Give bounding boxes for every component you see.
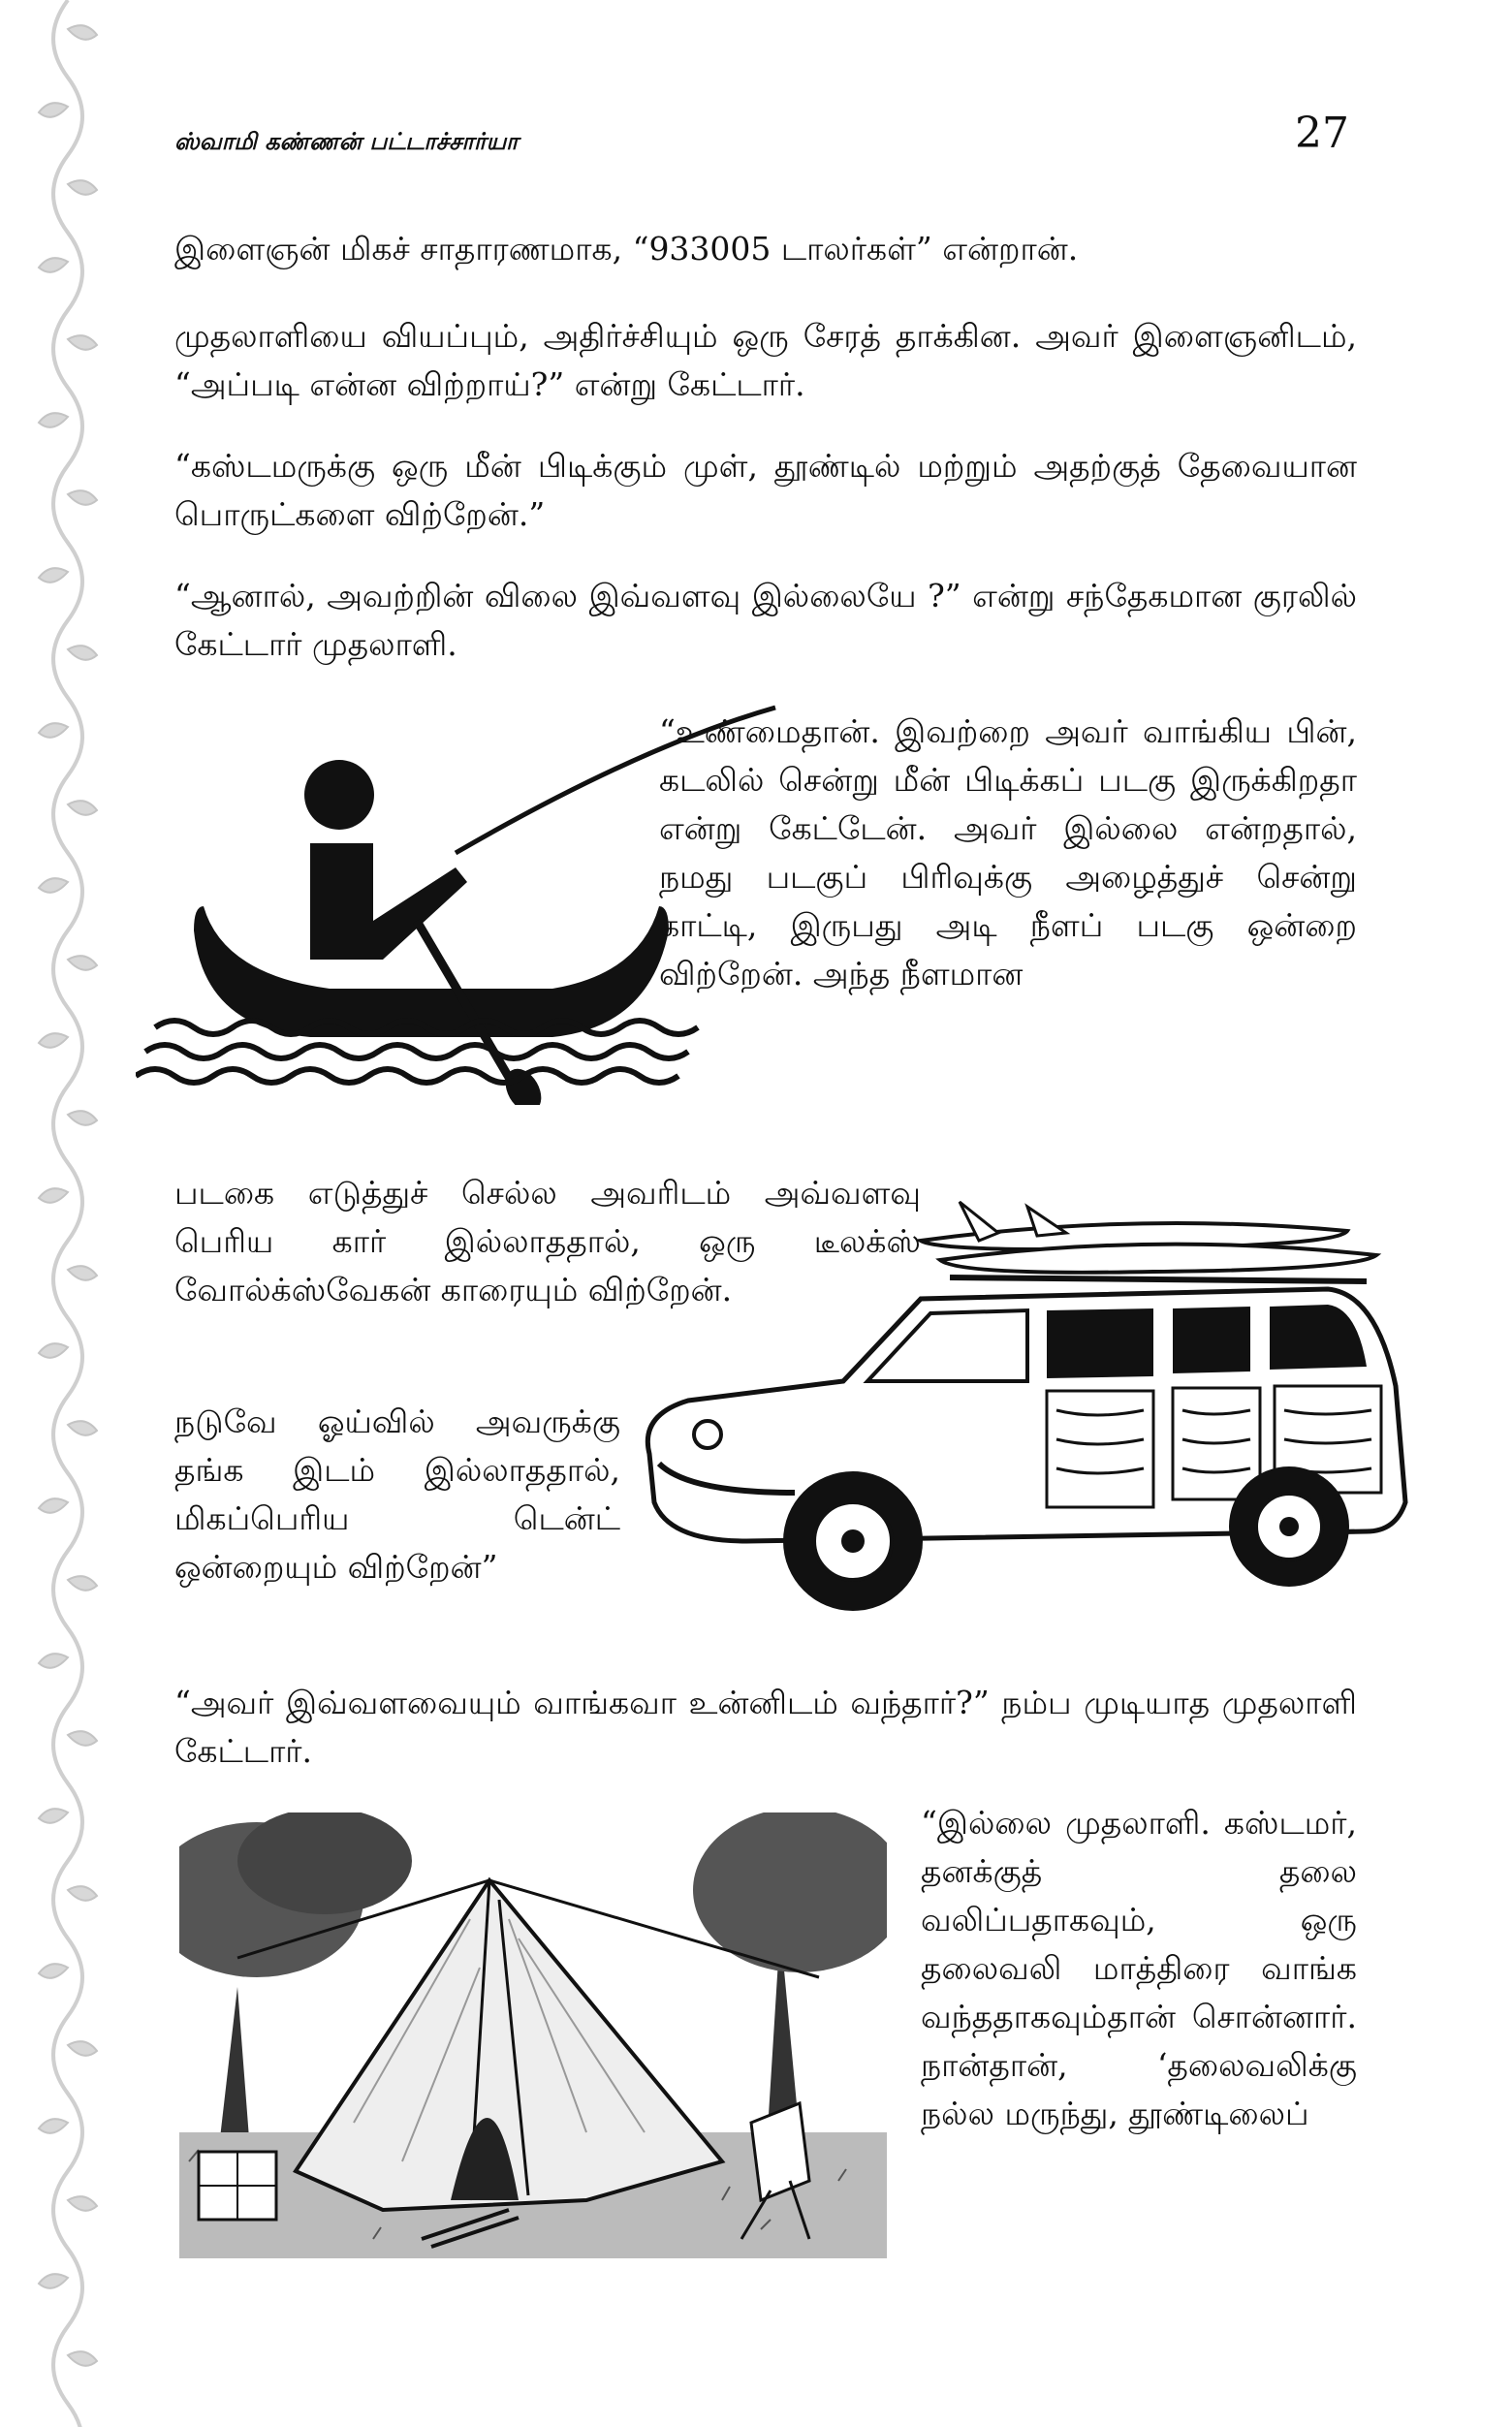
vine-leaf <box>68 956 97 970</box>
vine-leaf <box>39 2119 68 2133</box>
vine-leaf <box>68 335 97 350</box>
vine-leaf <box>68 1886 97 1901</box>
vine-leaf <box>39 1498 68 1513</box>
vine-leaf <box>68 646 97 660</box>
vine-leaf <box>39 1654 68 1668</box>
vine-leaf <box>68 2041 97 2056</box>
running-title: ஸ்வாமி கண்ணன் பட்டாச்சார்யா <box>174 128 519 155</box>
vine-leaf <box>68 2196 97 2211</box>
vine-leaf <box>68 801 97 815</box>
vine-leaf <box>39 878 68 893</box>
vine-leaf <box>39 568 68 583</box>
vine-leaf <box>68 25 97 40</box>
vine-leaf <box>39 2274 68 2288</box>
vine-leaf <box>39 1343 68 1358</box>
vine-leaf <box>39 1033 68 1048</box>
vine-leaf <box>39 723 68 738</box>
paragraph-5: “உண்மைதான். இவற்றை அவர் வாங்கிய பின், கடலில் சென்று மீன் பிடிக்கப் படகு இருக்கிறதா என்று கேட்டேன். அவர் இல்லை என்றதால், நமது படகுப் பிரிவுக்கு அழைத்துச் சென்று காட்டி, இருபது அடி நீளப் படகு ஒன்றை விற்றேன். அந்த நீளமான <box>659 712 1357 993</box>
vine-leaf <box>68 180 97 195</box>
paragraph-9: “இல்லை முதலாளி. கஸ்டமர், தனக்குத் தலை வலிப்பதாகவும், ஒரு தலைவலி மாத்திரை வாங்க வந்ததாகவும்தான் சொன்னார். நான்தான், ‘தலைவலிக்கு நல்ல மருந்து, தூண்டிலைப் <box>921 1804 1357 2132</box>
vine-leaf <box>39 1964 68 1978</box>
vine-leaf <box>68 1111 97 1125</box>
vine-leaf <box>39 1809 68 1823</box>
paragraph-4: “ஆனால், அவற்றின் விலை இவ்வளவு இல்லையே ?” என்று சந்தேகமான குரலில் கேட்டார் முதலாளி. <box>174 577 1357 663</box>
vine-border-decoration <box>0 0 126 2427</box>
vine-leaf <box>39 103 68 117</box>
vine-leaf <box>39 1188 68 1203</box>
page-number: 27 <box>1295 109 1349 158</box>
tent-illustration <box>179 1812 887 2258</box>
vine-leaf <box>68 1266 97 1280</box>
paragraph-8: “அவர் இவ்வளவையும் வாங்கவா உன்னிடம் வந்தார்?” நம்ப முடியாத முதலாளி கேட்டார். <box>174 1684 1357 1770</box>
paragraph-6: படகை எடுத்துச் செல்ல அவரிடம் அவ்வளவு பெரிய கார் இல்லாததால், ஒரு டீலக்ஸ் வோல்க்ஸ்வேகன் காரையும் விற்றேன். <box>174 1174 921 1308</box>
paragraph-2: முதலாளியை வியப்பும், அதிர்ச்சியும் ஒரு சேரத் தாக்கின. அவர் இளைஞனிடம், “அப்படி என்ன விற்றாய்?” என்று கேட்டார். <box>174 317 1357 403</box>
vine-leaf <box>39 413 68 427</box>
vine-leaf <box>68 2351 97 2366</box>
paragraph-1: இளைஞன் மிகச் சாதாரணமாக, “933005 டாலர்கள்” என்றான். <box>174 230 1079 268</box>
vine-leaf <box>39 258 68 272</box>
vine-leaf <box>68 1576 97 1591</box>
vine-leaf <box>68 1421 97 1435</box>
vine-leaf <box>68 1731 97 1746</box>
car-illustration <box>630 1173 1434 1638</box>
paragraph-7: நடுவே ஓய்வில் அவருக்கு தங்க இடம் இல்லாததால், மிகப்பெரிய டென்ட் ஒன்றையும் விற்றேன்” <box>174 1403 620 1586</box>
paragraph-3: “கஸ்டமருக்கு ஒரு மீன் பிடிக்கும் முள், தூண்டில் மற்றும் அதற்குத் தேவையான பொருட்களை விற்றேன்.” <box>174 447 1357 533</box>
vine-stem <box>53 0 82 2427</box>
vine-leaf <box>68 490 97 505</box>
